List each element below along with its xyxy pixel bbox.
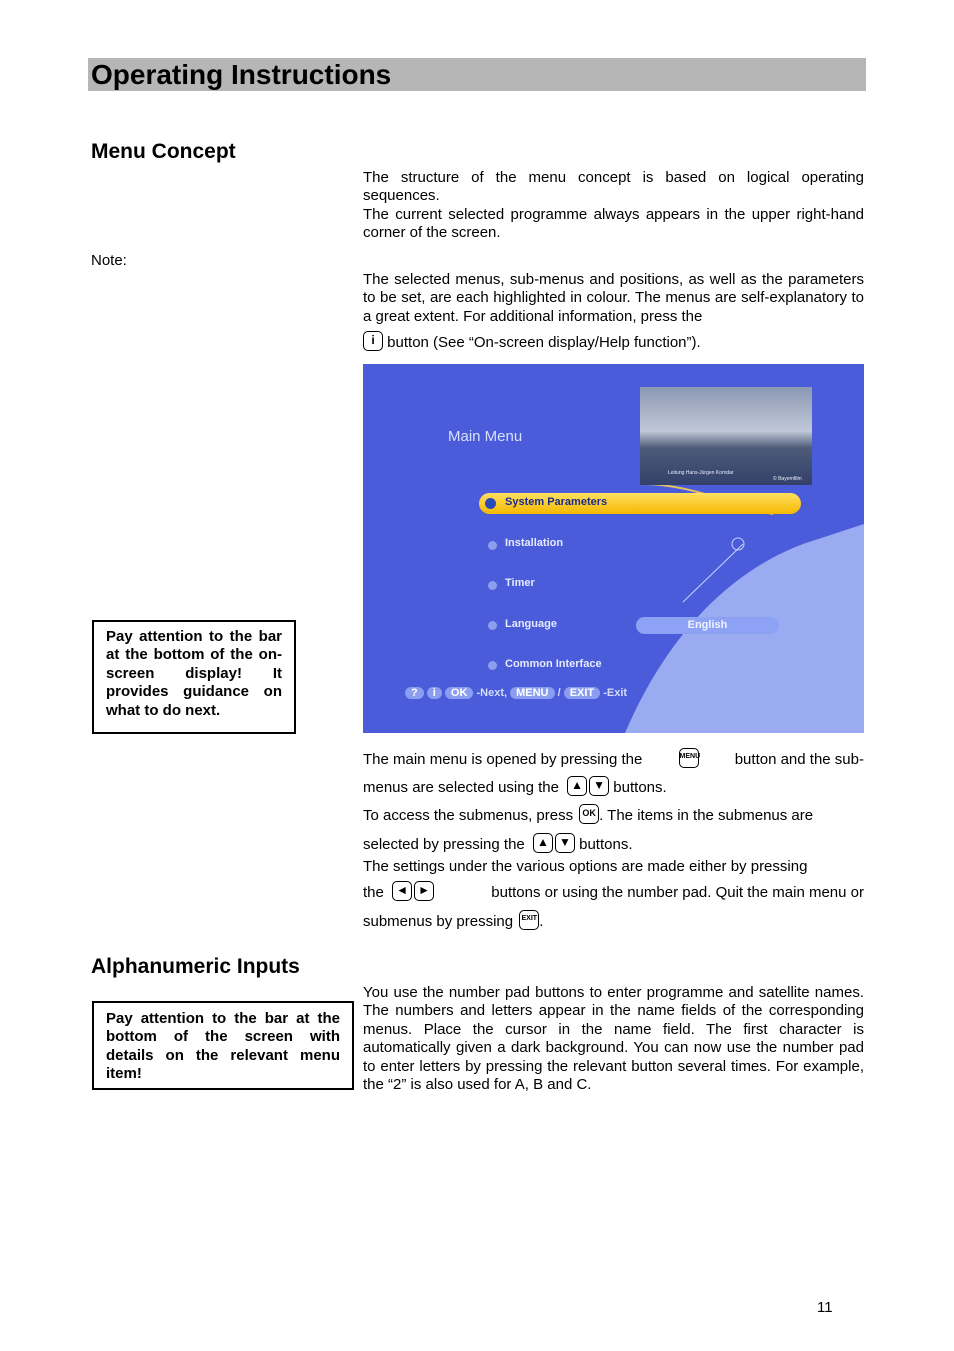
up-key-icon: ▲ xyxy=(567,776,587,796)
instruction-line-2: menus are selected using the ▲ ▼ buttons. xyxy=(363,778,667,796)
menu-key-label: MENU xyxy=(510,687,554,699)
guidance-note-box: Pay attention to the bar at the bottom of the on-screen display! It provides guidance on what to do next. xyxy=(92,620,296,734)
down-key-icon: ▼ xyxy=(589,776,609,796)
info-icon: i xyxy=(427,687,442,699)
menu-concept-paragraph-2: The current selected programme always appears in the upper right-hand corner of the screen. xyxy=(363,206,864,242)
bullet-icon xyxy=(488,581,497,590)
ok-key-icon: OK xyxy=(579,804,599,824)
info-key-icon: i xyxy=(363,331,383,351)
main-menu-screenshot xyxy=(363,364,864,733)
section-heading-alphanumeric-inputs: Alphanumeric Inputs xyxy=(91,955,300,978)
instruction-line-6: the ◄ ► buttons or using the number pad. Quit the main menu or xyxy=(363,883,864,901)
slash-label: / xyxy=(557,687,561,699)
note-label: Note: xyxy=(91,252,127,269)
screen-menu-title: Main Menu xyxy=(448,428,523,445)
menu-item-language[interactable]: Language xyxy=(505,618,557,630)
right-key-icon: ► xyxy=(414,881,434,901)
menu-key-icon: MENU xyxy=(679,748,699,768)
instruction-line-5: The settings under the various options are made either by pressing xyxy=(363,858,808,875)
selected-bullet-icon xyxy=(485,498,496,509)
menu-item-details-note-box: Pay attention to the bar at the bottom of the screen with details on the relevant menu item! xyxy=(92,1001,354,1090)
page-title: Operating Instructions xyxy=(91,59,392,90)
instruction-line-4: selected by pressing the ▲ ▼ buttons. xyxy=(363,835,633,853)
help-icon: ? xyxy=(405,687,424,699)
instruction-line-7: submenus by pressing EXIT . xyxy=(363,912,543,932)
info-button-text: button (See “On-screen display/Help function”). xyxy=(387,334,701,351)
exit-label: -Exit xyxy=(603,687,628,699)
page-number: 11 xyxy=(817,1299,833,1316)
instruction-line-3: To access the submenus, press OK . The items in the submenus are xyxy=(363,806,864,826)
down-key-icon: ▼ xyxy=(555,833,575,853)
info-button-line xyxy=(363,333,701,353)
ok-key-label: OK xyxy=(445,687,474,699)
language-value[interactable]: English xyxy=(636,617,779,634)
next-label: -Next, xyxy=(476,687,508,699)
page-title-bar xyxy=(88,58,866,91)
left-key-icon: ◄ xyxy=(392,881,412,901)
bullet-icon xyxy=(488,541,497,550)
exit-key-label: EXIT xyxy=(564,687,600,699)
preview-caption-right: © Bayernfilm xyxy=(773,476,802,482)
menu-concept-paragraph-3: The selected menus, sub-menus and positions, as well as the parameters to be set, are each highlighted in colour. The menus are self-explanatory to a great extent. For additional information, press the xyxy=(363,271,864,325)
menu-item-system-parameters[interactable]: System Parameters xyxy=(479,493,801,514)
up-key-icon: ▲ xyxy=(533,833,553,853)
instruction-line-1: The main menu is opened by pressing the MENU button and the sub- xyxy=(363,750,864,770)
menu-item-installation[interactable]: Installation xyxy=(505,537,564,549)
menu-concept-paragraph-1: The structure of the menu concept is based on logical operating sequences. xyxy=(363,169,864,205)
preview-caption-left: Leitung Hans-Jürgen Korndar xyxy=(668,470,734,476)
exit-key-icon: EXIT xyxy=(519,910,539,930)
menu-item-common-interface[interactable]: Common Interface xyxy=(505,658,602,670)
bullet-icon xyxy=(488,661,497,670)
alphanumeric-paragraph: You use the number pad buttons to enter programme and satellite names. The numbers and letters appear in the name fields of the corresponding menus. Place the cursor in the name field. The first character is automatically given a dark background. You can now use the number pad to enter letters by pressing the relevant button several times. For example, the “2” is also used for A, B and C. xyxy=(363,984,864,1094)
bullet-icon xyxy=(488,621,497,630)
section-heading-menu-concept: Menu Concept xyxy=(91,140,236,163)
menu-item-timer[interactable]: Timer xyxy=(505,577,535,589)
screen-bottom-bar xyxy=(405,687,627,699)
